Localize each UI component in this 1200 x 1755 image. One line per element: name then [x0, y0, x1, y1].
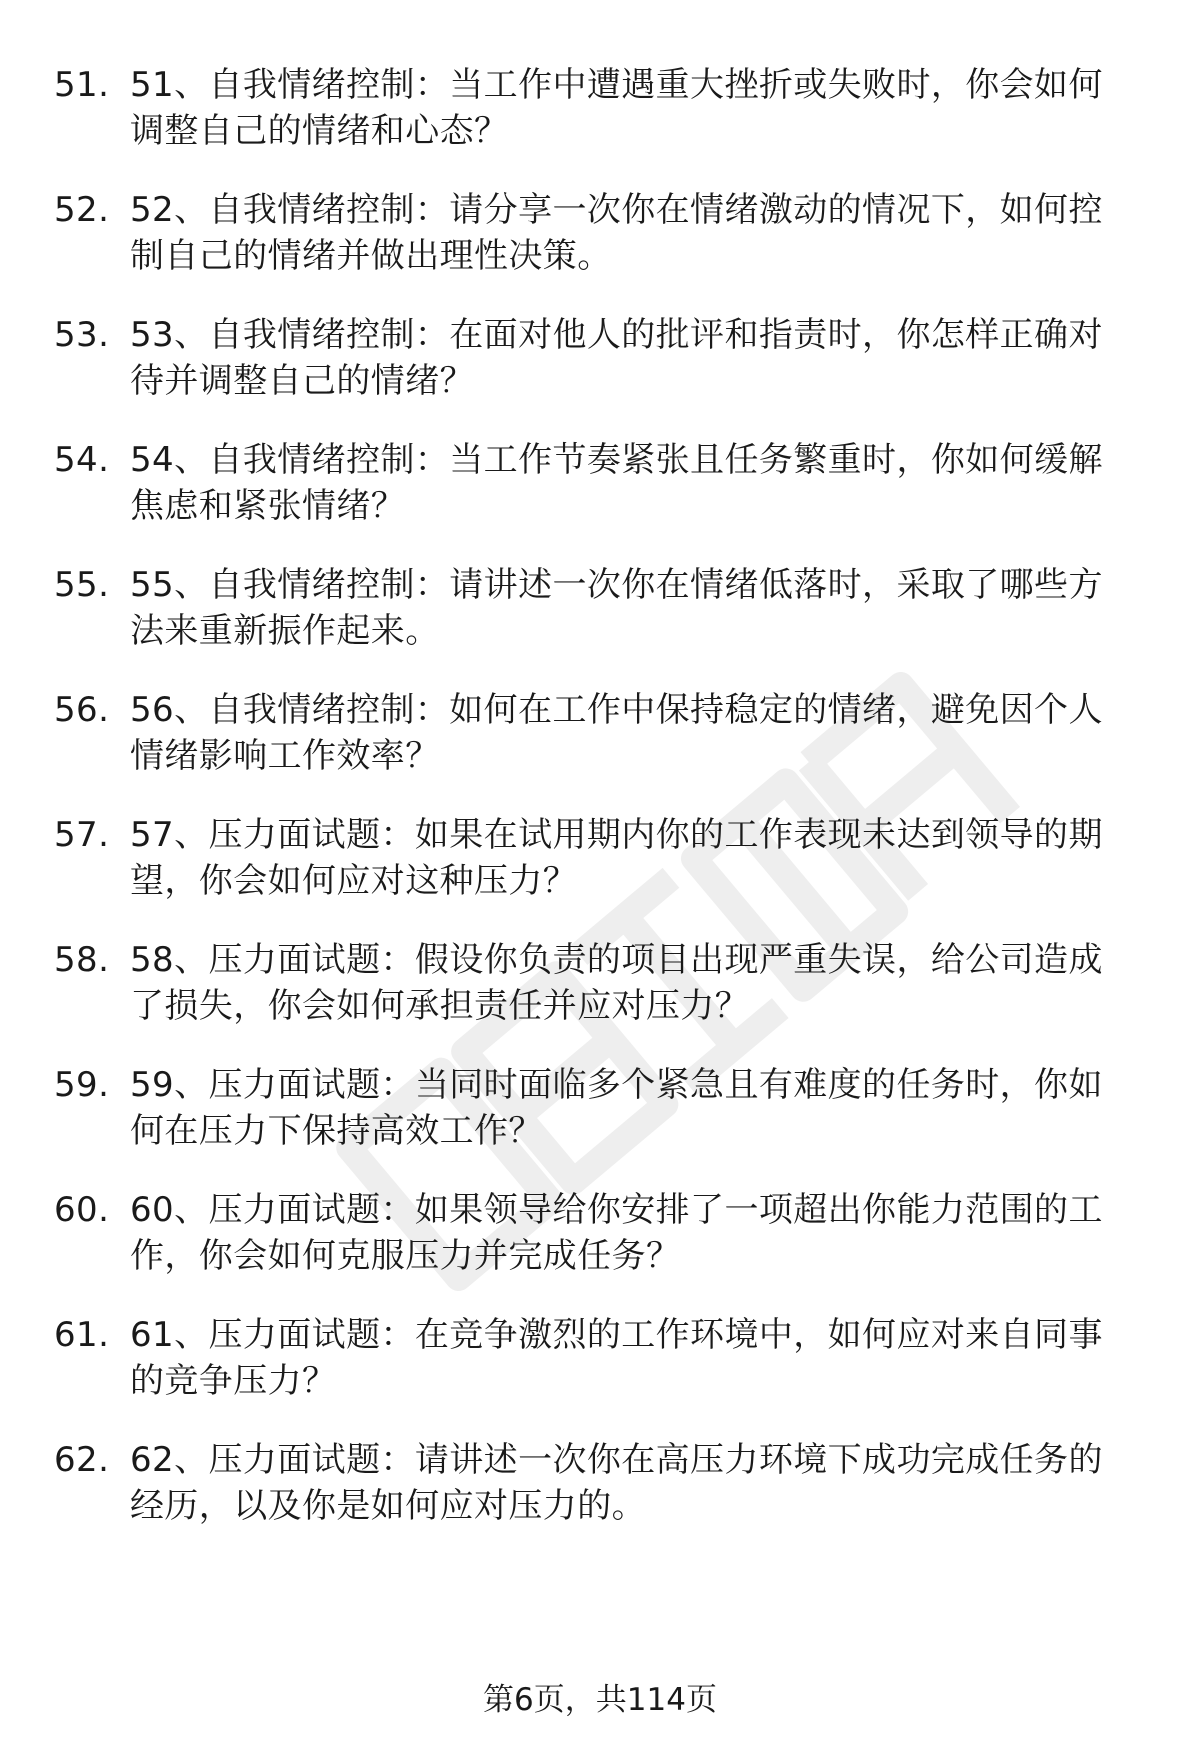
list-item	[54, 62, 1154, 154]
page-footer	[0, 1680, 1200, 1720]
list-item	[54, 937, 1154, 1029]
list-item	[54, 687, 1154, 779]
question-number: 62.	[54, 1440, 110, 1480]
question-text: 54、自我情绪控制：当工作节奏紧张且任务繁重时，你如何缓解 焦虑和紧张情绪？	[130, 440, 1103, 526]
list-item	[54, 1312, 1154, 1404]
list-item	[54, 562, 1154, 654]
list-item	[54, 187, 1154, 279]
list-item	[54, 1437, 1154, 1529]
question-number: 60.	[54, 1190, 110, 1230]
list-item	[54, 812, 1154, 904]
question-text: 62、压力面试题：请讲述一次你在高压力环境下成功完成任务的 经历，以及你是如何应对压力的。	[130, 1440, 1103, 1526]
list-item	[54, 1062, 1154, 1154]
list-item	[54, 312, 1154, 404]
question-text: 60、压力面试题：如果领导给你安排了一项超出你能力范围的工 作，你会如何克服压力并完成任务？	[130, 1190, 1103, 1276]
question-number: 53.	[54, 315, 110, 355]
question-number: 58.	[54, 940, 110, 980]
question-text: 55、自我情绪控制：请讲述一次你在情绪低落时，采取了哪些方 法来重新振作起来。	[130, 565, 1103, 651]
question-text: 57、压力面试题：如果在试用期内你的工作表现未达到领导的期 望，你会如何应对这种压力？	[130, 815, 1103, 901]
question-list	[54, 62, 1154, 1562]
question-number: 51.	[54, 65, 110, 105]
question-number: 55.	[54, 565, 110, 605]
question-number: 54.	[54, 440, 110, 480]
question-text: 51、自我情绪控制：当工作中遭遇重大挫折或失败时，你会如何 调整自己的情绪和心态？	[130, 65, 1103, 151]
question-text: 56、自我情绪控制：如何在工作中保持稳定的情绪，避免因个人 情绪影响工作效率？	[130, 690, 1103, 776]
question-text: 61、压力面试题：在竞争激烈的工作环境中，如何应对来自同事 的竞争压力？	[130, 1315, 1103, 1401]
page-number-label: 第6页，共114页	[483, 1682, 717, 1718]
list-item	[54, 437, 1154, 529]
question-number: 61.	[54, 1315, 110, 1355]
question-number: 59.	[54, 1065, 110, 1105]
question-text: 59、压力面试题：当同时面临多个紧急且有难度的任务时，你如 何在压力下保持高效工作？	[130, 1065, 1103, 1151]
question-number: 57.	[54, 815, 110, 855]
question-text: 52、自我情绪控制：请分享一次你在情绪激动的情况下，如何控 制自己的情绪并做出理性决策。	[130, 190, 1103, 276]
question-number: 52.	[54, 190, 110, 230]
question-number: 56.	[54, 690, 110, 730]
list-item	[54, 1187, 1154, 1279]
question-text: 53、自我情绪控制：在面对他人的批评和指责时，你怎样正确对 待并调整自己的情绪？	[130, 315, 1103, 401]
question-text: 58、压力面试题：假设你负责的项目出现严重失误，给公司造成 了损失，你会如何承担责任并应对压力？	[130, 940, 1103, 1026]
